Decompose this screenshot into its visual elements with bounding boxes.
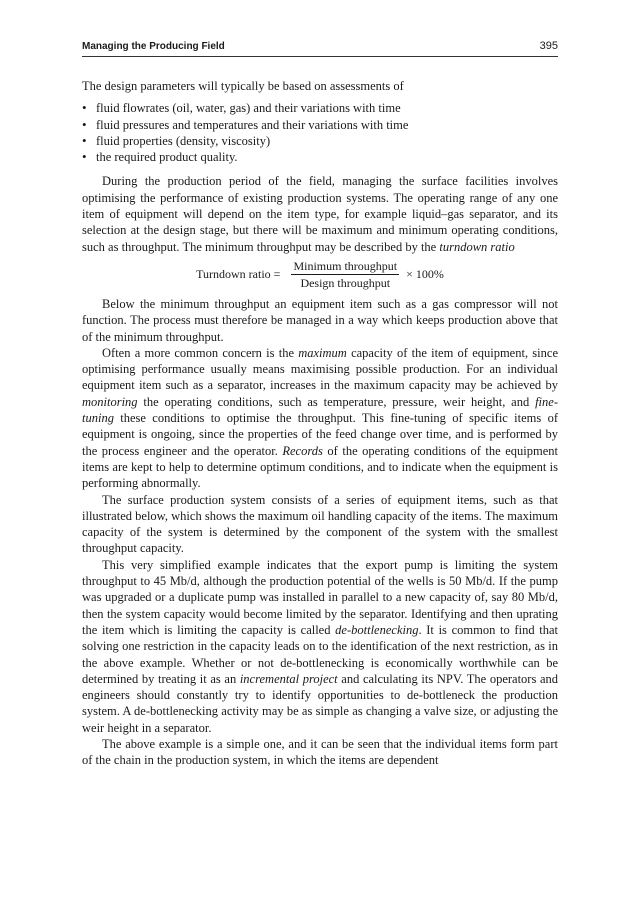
formula-denominator: Design throughput xyxy=(300,275,391,290)
emphasis-term: fine-tuning xyxy=(82,394,558,426)
list-item: • the required product quality. xyxy=(82,149,558,165)
paragraph-chain: The above example is a simple one, and it can be seen that the individual items form part of the chain in the production system, in which the items are dependent xyxy=(82,736,558,768)
running-title: Managing the Producing Field xyxy=(82,41,225,52)
paragraph-text: of the operating conditions of the equipment items are kept to help to determine optimum conditions, and to indicate when the equipment is performing abnormally. xyxy=(82,443,559,491)
running-header xyxy=(82,40,558,57)
paragraph-text: the operating conditions, such as temperature, pressure, weir height, and xyxy=(137,394,536,409)
list-item: • fluid properties (density, viscosity) xyxy=(82,133,558,149)
page-number: 395 xyxy=(539,40,558,52)
formula-fraction xyxy=(291,259,399,290)
paragraph-de-bottlenecking xyxy=(82,557,558,736)
emphasis-term: Records xyxy=(282,443,323,458)
paragraph-text: During the production period of the field, managing the surface facilities involves optimising the performance of existing production systems. The operating range of any one item of equipment will depend on the item type, for example liquid–gas separator, and its selection at the design stage, but there will be maximum and minimum operating conditions, such as throughput. The minimum throughput may be described by the xyxy=(82,174,558,254)
paragraph-text: these conditions to optimise the throughput. This fine-tuning of specific items of equipment is ongoing, since the properties of the feed change over time, and is performed by the process engineer and the operator. xyxy=(82,411,558,458)
formula-numerator: Minimum throughput xyxy=(293,258,398,273)
emphasis-term: turndown ratio xyxy=(439,239,515,254)
turndown-ratio-formula xyxy=(82,259,558,290)
emphasis-term: maximum xyxy=(298,345,347,360)
paragraph-text: This very simplified example indicates that the export pump is limiting the system throughput to 45 Mb/d, although the production potential of the wells is 50 Mb/d. If the pump was upgraded or a duplicate pump was installed in parallel to a new capacity of, say 80 Mb/d, then the system capacity would become limited by the separator. Identifying and then uprating the item which is limiting the capacity is called xyxy=(82,557,558,637)
list-item: • fluid flowrates (oil, water, gas) and their variations with time xyxy=(82,100,558,116)
list-item: • fluid pressures and temperatures and their variations with time xyxy=(82,117,558,133)
emphasis-term: monitoring xyxy=(82,394,138,409)
formula-rhs: × 100% xyxy=(406,267,444,282)
design-parameters-list xyxy=(82,100,558,165)
paragraph-text: . It is common to find that solving one restriction in the capacity leads on to the identification of the next restriction, as in the above example. Whether or not de-bottlenecking is economically worthwhile can be determined by treating it as an xyxy=(82,622,558,686)
paragraph-production-period xyxy=(82,173,558,254)
formula-lhs: Turndown ratio = xyxy=(196,267,281,282)
emphasis-term: de-bottlenecking xyxy=(335,622,419,637)
paragraph-maximum-capacity xyxy=(82,345,558,492)
page-body xyxy=(82,78,558,769)
paragraph-text: Often a more common concern is the xyxy=(102,345,299,360)
paragraph-minimum-throughput: Below the minimum throughput an equipment item such as a gas compressor will not function. The process must therefore be managed in a way which keeps production above that of the minimum throughput. xyxy=(82,296,558,344)
intro-paragraph: The design parameters will typically be based on assessments of xyxy=(82,79,404,93)
emphasis-term: incremental project xyxy=(239,671,338,686)
paragraph-surface-system: The surface production system consists of a series of equipment items, such as that illustrated below, which shows the maximum oil handling capacity of the items. The maximum capacity of the system is determined by the component of the system with the smallest throughput capacity. xyxy=(82,492,558,556)
paragraph-text: and calculating its NPV. The operators and engineers should constantly try to identify opportunities to de-bottleneck the production system. A de-bottlenecking activity may be as simple as changing a valve size, or adjusting the weir height in a separator. xyxy=(82,671,559,735)
paragraph-text: capacity of the item of equipment, since optimising performance usually means maximising possible production. For an individual equipment item such as a separator, increases in the maximum capacity may be achieved by xyxy=(82,345,558,393)
